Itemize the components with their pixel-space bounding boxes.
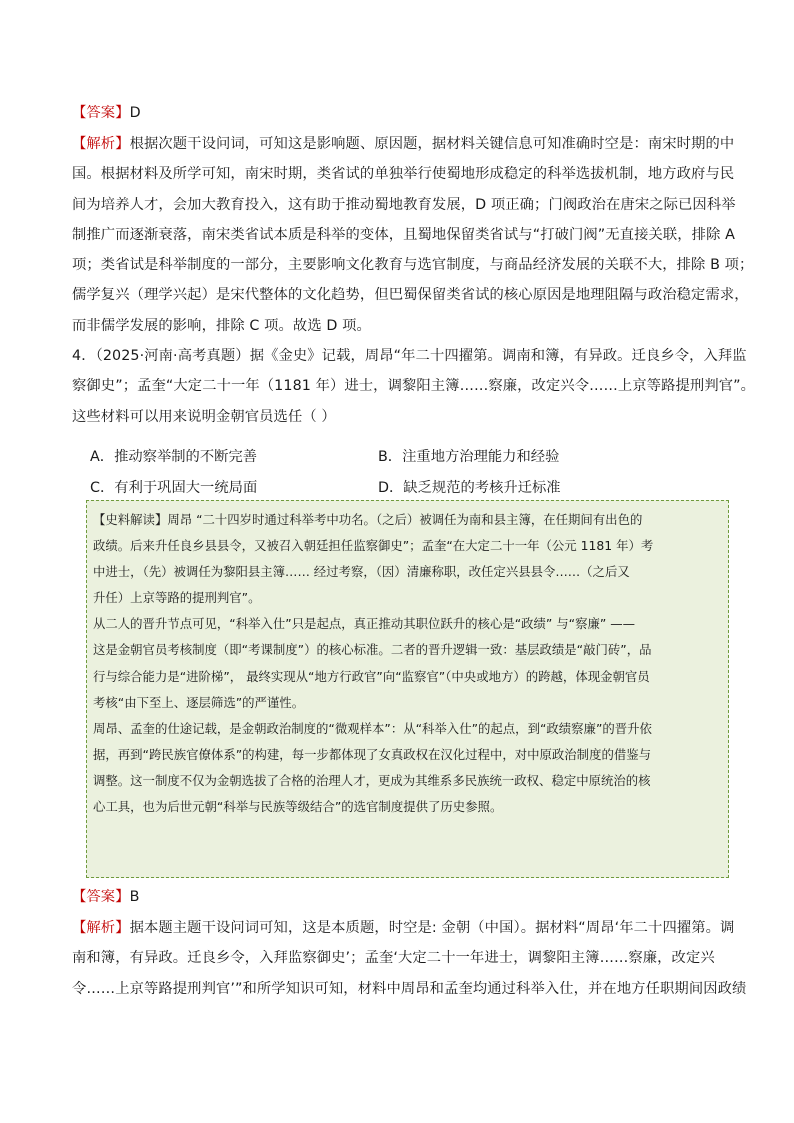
box-line: 【史料解读】周昂 “二十四岁时通过科举考中功名。（之后）被调任为南和县主簿，在任期间有出色的 bbox=[93, 512, 643, 527]
answer-tag: 【答案】 bbox=[72, 889, 130, 905]
question-line: 察御史”；孟奎“大定二十一年（1181 年）进士，调黎阳主簿……察廉，改定兴令……上京等路提刑判官”。 bbox=[72, 378, 756, 395]
box-line: 政绩。后来升任良乡县县令，又被召入朝廷担任监察御史”；孟奎“在大定二十一年（公元 1181 年）考 bbox=[93, 538, 654, 554]
option-c[interactable]: C．有利于巩固大一统局面 bbox=[90, 480, 258, 496]
analysis-line: 令……上京等路提刑判官’”和所学知识可知，材料中周昂和孟奎均通过科举入仕，并在地方任职期间因政绩 bbox=[72, 980, 747, 997]
answer-tag: 【答案】 bbox=[72, 105, 130, 121]
analysis-1 bbox=[72, 129, 754, 341]
box-line: 据，再到“跨民族官僚体系”的构建，每一步都体现了女真政权在汉化过程中，对中原政治制度的借鉴与 bbox=[93, 746, 652, 762]
box-line: 行与综合能力是“进阶梯”， 最终实现从“地方行政官”向“监察官”（中央或地方）的跨越，体现金朝官员 bbox=[93, 668, 650, 684]
answer-value: B bbox=[129, 889, 140, 905]
analysis-2 bbox=[72, 913, 747, 1004]
analysis-line: 儒学复兴（理学兴起）是宋代整体的文化趋势，但巴蜀保留类省试的核心原因是地理阻隔与政治稳定需求， bbox=[72, 287, 749, 304]
box-line: 心工具，也为后世元朝“科举与民族等级结合”的选官制度提供了历史参照。 bbox=[93, 799, 503, 815]
question-4-stem bbox=[72, 341, 756, 432]
box-line: 这是金朝官员考核制度（即“考课制度”）的核心标准。二者的晋升逻辑一致：基层政绩是“敲门砖”，品 bbox=[93, 642, 652, 658]
analysis-line: 项；类省试是科举制度的一部分，主要影响文化教育与选官制度，与商品经济发展的关联不大，排除 B 项； bbox=[72, 257, 754, 274]
box-line: 中进士，（先）被调任为黎阳县主簿…… 经过考察，（因）清廉称职，改任定兴县县令……（之后又 bbox=[93, 564, 630, 580]
answer-2 bbox=[72, 882, 734, 912]
answer-1 bbox=[72, 98, 734, 128]
question-line: 这些材料可以用来说明金朝官员选任（ ） bbox=[72, 408, 336, 425]
answer-value: D bbox=[129, 105, 141, 121]
analysis-line: 根据次题干设问词，可知这是影响题、原因题，据材料关键信息可知准确时空是：南宋时期的中 bbox=[129, 136, 735, 152]
analysis-line: 国。根据材料及所学可知，南宋时期，类省试的单独举行使蜀地形成稳定的科举选拔机制，地方政府与民 bbox=[72, 166, 735, 183]
analysis-tag: 【解析】 bbox=[72, 136, 130, 152]
source-interpretation-box bbox=[86, 500, 729, 878]
analysis-line: 而非儒学发展的影响，排除 C 项。故选 D 项。 bbox=[72, 317, 371, 334]
analysis-line: 间为培养人才，会加大教育投入，这有助于推动蜀地教育发展，D 项正确；门阀政治在唐宋之际已因科举 bbox=[72, 196, 736, 213]
question-line: 4．（2025·河南·高考真题）据《金史》记载，周昂“年二十四擢第。调南和簿，有异政。迁良乡令，入拜监 bbox=[72, 348, 747, 364]
analysis-line: 南和簿，有异政。迁良乡令，入拜监察御史’；孟奎‘大定二十一年进士，调黎阳主簿……察廉，改定兴 bbox=[72, 950, 715, 967]
box-line: 考核“由下至上、逐层筛选”的严谨性。 bbox=[93, 694, 305, 710]
analysis-line: 据本题主题干设问词可知，这是本质题，时空是: 金朝（中国）。据材料“周昂‘年二十四擢第。调 bbox=[129, 920, 735, 936]
box-line: 调整。这一制度不仅为金朝选拔了合格的治理人才，更成为其维系多民族统一政权、稳定中原统治的核 bbox=[93, 772, 651, 788]
option-b[interactable]: B．注重地方治理能力和经验 bbox=[378, 449, 560, 465]
box-line: 从二人的晋升节点可见，“科举入仕”只是起点，真正推动其职位跃升的核心是“政绩” 与“察廉” —— bbox=[93, 616, 636, 632]
analysis-tag: 【解析】 bbox=[72, 920, 130, 936]
analysis-line: 制推广而逐渐衰落，南宋类省试本质是科举的变体，且蜀地保留类省试与“打破门阀”无直接关联，排除 A bbox=[72, 226, 735, 243]
option-a[interactable]: A．推动察举制的不断完善 bbox=[90, 449, 258, 465]
option-d[interactable]: D．缺乏规范的考核升迁标准 bbox=[378, 480, 561, 496]
box-line: 周昂、孟奎的仕途记载，是金朝政治制度的“微观样本”：从“科举入仕”的起点，到“政绩察廉”的晋升依 bbox=[93, 720, 652, 736]
box-line: 升任）上京等路的提刑判官”。 bbox=[93, 590, 261, 606]
